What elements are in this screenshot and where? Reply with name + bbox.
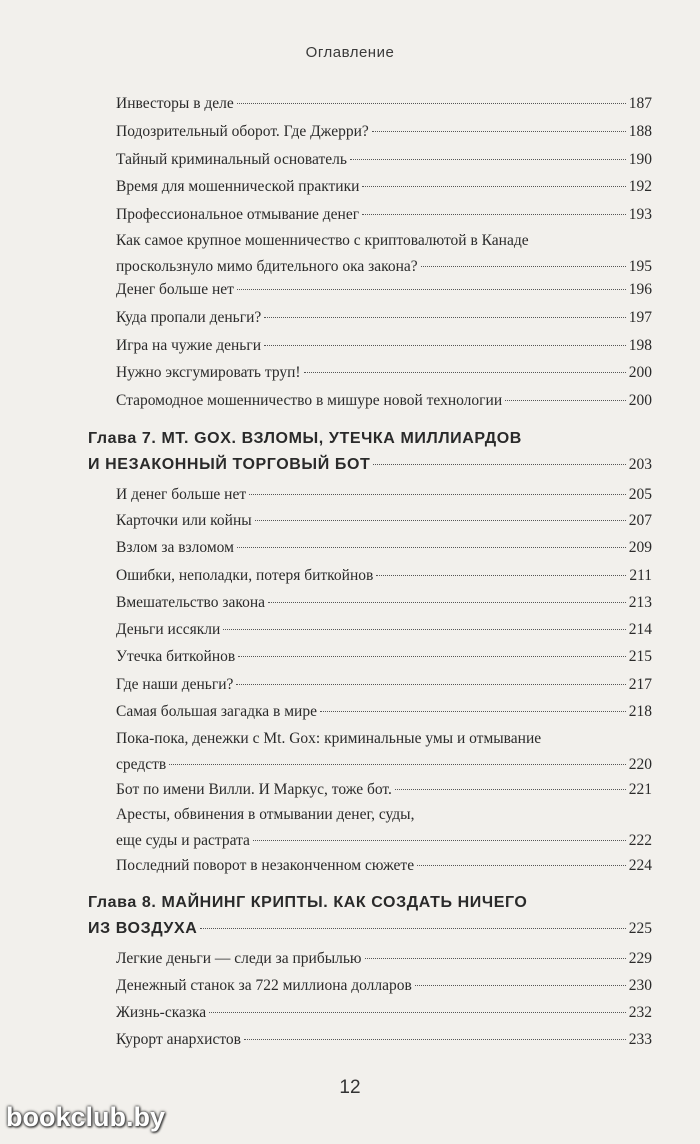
toc-entry: [116, 333, 652, 359]
toc-page-number: 220: [628, 756, 652, 773]
toc-entry: [116, 973, 652, 999]
toc-entry-title: Подозрительный оборот. Где Джерри?: [116, 123, 369, 140]
dot-leader: [372, 131, 626, 132]
toc-entry: [116, 853, 652, 879]
toc-entry-title: Легкие деньги — следи за прибылью: [116, 950, 362, 967]
toc-entry: [116, 277, 652, 303]
toc-entry-title: Самая большая загадка в мире: [116, 703, 317, 720]
toc-entry: [116, 590, 652, 616]
dot-leader: [362, 186, 625, 187]
toc-entry-title: Ошибки, неполадки, потеря биткойнов: [116, 567, 374, 584]
chapter-heading: [88, 890, 652, 942]
chapter-title: Глава 7. MT. GOX. ВЗЛОМЫ, УТЕЧКА МИЛЛИАРДОВ: [88, 430, 522, 447]
dot-leader: [237, 547, 626, 548]
toc-entry: [116, 644, 652, 670]
dot-leader: [253, 840, 626, 841]
dot-leader: [238, 656, 626, 657]
toc-entry-title: Аресты, обвинения в отмывании денег, суды,: [116, 806, 415, 823]
toc-entry-title: Денег больше нет: [116, 281, 234, 298]
dot-leader: [255, 520, 626, 521]
toc-page-number: 213: [628, 594, 652, 611]
toc-entry-title: Тайный криминальный основатель: [116, 151, 347, 168]
toc-entry-title: Взлом за взломом: [116, 539, 234, 556]
toc-entry-title: Бот по имени Вилли. И Маркус, тоже бот.: [116, 781, 392, 798]
toc-page-number: 225: [628, 920, 652, 937]
dot-leader: [505, 400, 626, 401]
chapter-heading: [88, 426, 652, 478]
toc-entry-title: Как самое крупное мошенничество с криптовалютой в Канаде: [116, 232, 529, 249]
toc-entry-title: Профессиональное отмывание денег: [116, 206, 360, 223]
toc-page-number: 205: [628, 486, 652, 503]
dot-leader: [365, 958, 626, 959]
toc-entry-title: Инвесторы в деле: [116, 95, 234, 112]
toc-entry: [116, 777, 652, 803]
dot-leader: [373, 464, 625, 465]
toc-entry-title: Жизнь-сказка: [116, 1004, 207, 1021]
toc-entry: [116, 91, 652, 117]
dot-leader: [415, 985, 626, 986]
toc-page-number: 198: [628, 337, 652, 354]
dot-leader: [376, 575, 626, 576]
dot-leader: [223, 629, 625, 630]
toc-entry-title: Пока-пока, денежки с Mt. Gox: криминальные умы и отмывание: [116, 730, 542, 747]
toc-page-number: 229: [628, 950, 652, 967]
toc-entry: [116, 802, 652, 854]
page-number: 12: [339, 1077, 361, 1098]
toc-entry-title-cont: проскользнуло мимо бдительного ока закона?: [116, 258, 418, 275]
toc-entry-title: Время для мошеннической практики: [116, 178, 360, 195]
dot-leader: [249, 494, 626, 495]
page-header: Оглавление: [305, 44, 395, 61]
dot-leader: [244, 1039, 626, 1040]
dot-leader: [264, 345, 626, 346]
toc-entry-title: Деньги иссякли: [116, 621, 221, 638]
toc-entry: [116, 174, 652, 200]
toc-entry: [116, 119, 652, 145]
toc-entry-title: Последний поворот в незаконченном сюжете: [116, 857, 415, 874]
toc-page-number: 224: [628, 857, 652, 874]
toc-page-number: 211: [629, 567, 652, 584]
toc-entry-title: Куда пропали деньги?: [116, 309, 262, 326]
toc-entry: [116, 672, 652, 698]
toc-entry: [116, 617, 652, 643]
toc-entry: [116, 946, 652, 972]
chapter-title-cont: ИЗ ВОЗДУХА: [88, 920, 198, 937]
dot-leader: [320, 711, 626, 712]
dot-leader: [169, 764, 626, 765]
toc-page-number: 195: [628, 258, 652, 275]
toc-entry: [116, 563, 652, 589]
toc-page-number: 222: [628, 832, 652, 849]
watermark: bookclub.by: [6, 1102, 166, 1132]
dot-leader: [417, 865, 626, 866]
toc-page-number: 214: [628, 621, 652, 638]
toc-entry: [116, 508, 652, 534]
toc-page-number: 187: [628, 95, 652, 112]
toc-page-number: 188: [628, 123, 652, 140]
toc-entry-title: И денег больше нет: [116, 486, 247, 503]
toc-page-number: 192: [628, 178, 652, 195]
toc-entry-title-cont: средств: [116, 756, 167, 773]
toc-page-number: 217: [628, 676, 652, 693]
chapter-title-cont: И НЕЗАКОННЫЙ ТОРГОВЫЙ БОТ: [88, 456, 371, 473]
toc-entry: [116, 360, 652, 386]
toc-entry: [116, 482, 652, 508]
toc-page-number: 193: [628, 206, 652, 223]
toc-entry-title: Денежный станок за 722 миллиона долларов: [116, 977, 412, 994]
toc-entry: [116, 1000, 652, 1026]
toc-entry: [116, 388, 652, 414]
toc-entry: [116, 726, 652, 778]
dot-leader: [237, 289, 626, 290]
toc-entry-title: Курорт анархистов: [116, 1031, 241, 1048]
dot-leader: [200, 928, 625, 929]
toc-page-number: 209: [628, 539, 652, 556]
dot-leader: [395, 789, 626, 790]
toc-entry: [116, 202, 652, 228]
toc-entry-title-cont: еще суды и растрата: [116, 832, 250, 849]
toc-page-number: 200: [628, 364, 652, 381]
toc-entry-title: Где наши деньги?: [116, 676, 234, 693]
toc-entry-title: Нужно эксгумировать труп!: [116, 364, 301, 381]
toc-page-number: 197: [628, 309, 652, 326]
toc-page-number: 215: [628, 648, 652, 665]
toc-entry: [116, 228, 652, 280]
toc-entry: [116, 305, 652, 331]
toc-page-number: 232: [628, 1004, 652, 1021]
dot-leader: [236, 684, 625, 685]
toc-page-number: 233: [628, 1031, 652, 1048]
toc-entry: [116, 1027, 652, 1053]
toc-page-number: 221: [628, 781, 652, 798]
toc-entry-title: Карточки или койны: [116, 512, 252, 529]
dot-leader: [304, 372, 626, 373]
toc-page-number: 200: [628, 392, 652, 409]
dot-leader: [362, 214, 626, 215]
toc-entry-title: Вмешательство закона: [116, 594, 266, 611]
dot-leader: [237, 103, 626, 104]
toc-entry: [116, 147, 652, 173]
toc-entry-title: Старомодное мошенничество в мишуре новой технологии: [116, 392, 503, 409]
dot-leader: [421, 266, 626, 267]
toc-page-number: 230: [628, 977, 652, 994]
chapter-title: Глава 8. МАЙНИНГ КРИПТЫ. КАК СОЗДАТЬ НИЧЕГО: [88, 894, 528, 911]
toc-entry: [116, 699, 652, 725]
toc-page-number: 203: [628, 456, 652, 473]
toc-page-number: 218: [628, 703, 652, 720]
dot-leader: [350, 159, 626, 160]
dot-leader: [264, 317, 625, 318]
toc-entry-title: Игра на чужие деньги: [116, 337, 261, 354]
toc-entry: [116, 535, 652, 561]
dot-leader: [268, 602, 626, 603]
toc-page-number: 196: [628, 281, 652, 298]
toc-page-number: 190: [628, 151, 652, 168]
dot-leader: [209, 1012, 626, 1013]
toc-entry-title: Утечка биткойнов: [116, 648, 236, 665]
toc-page-number: 207: [628, 512, 652, 529]
